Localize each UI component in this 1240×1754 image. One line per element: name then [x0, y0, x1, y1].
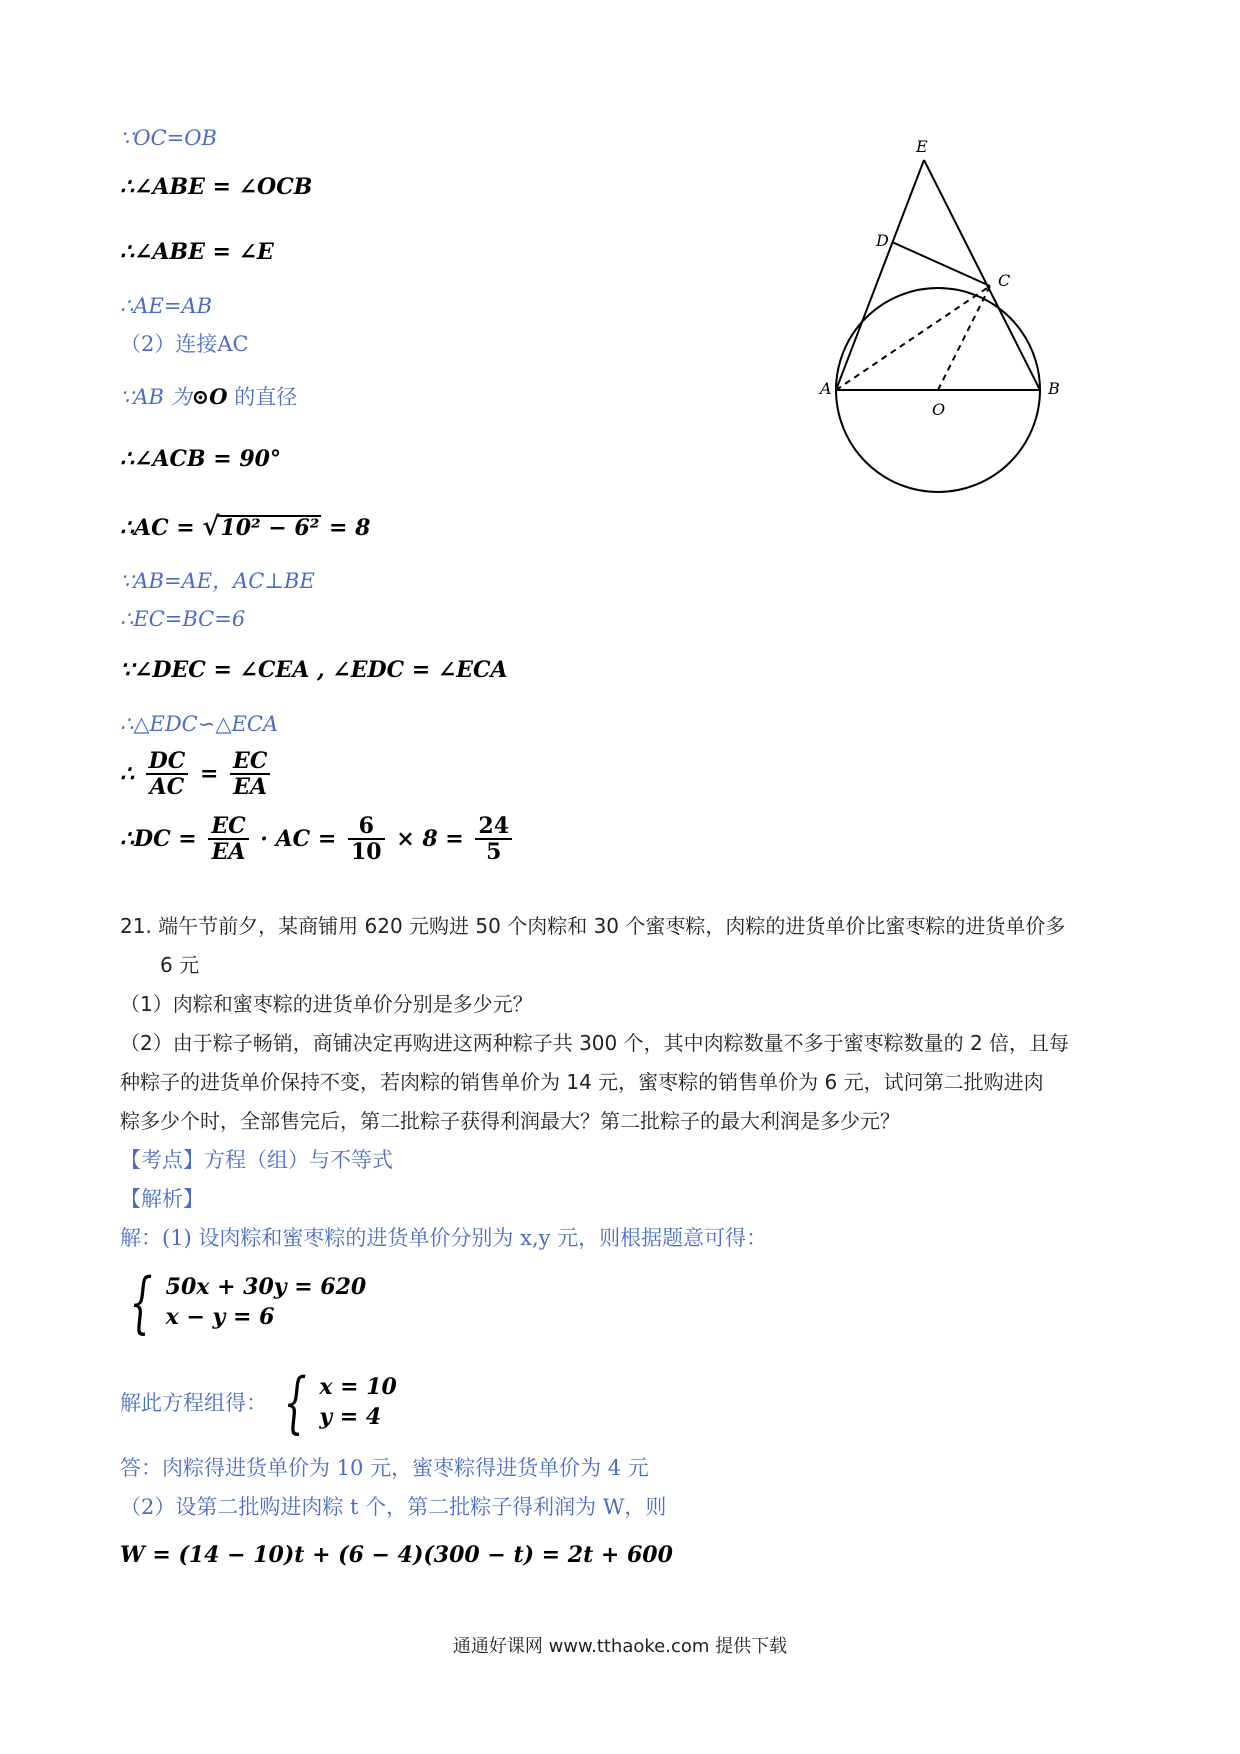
- solution-line: [120, 1228, 767, 1249]
- system-lines: [319, 1373, 396, 1432]
- sqrt-sign: √: [202, 512, 220, 542]
- label-b: B: [1048, 379, 1060, 398]
- question-stem: [160, 955, 199, 975]
- text: 种粽子的进货单价保持不变，若肉粽的销售单价为 14 元，蜜枣粽的销售单价为 6 元，试问第二批购进肉: [120, 1070, 1044, 1094]
- text: ∵AB 为: [120, 385, 192, 409]
- segment-ae: [836, 160, 924, 390]
- text: （2）设第二批购进肉粽 t 个，第二批粽子得利润为 W，则: [120, 1495, 667, 1519]
- system-lines: [166, 1273, 367, 1332]
- denominator: EA: [211, 839, 246, 865]
- numerator: EC: [230, 750, 270, 775]
- text: =: [199, 761, 219, 787]
- text: ∴AC =: [120, 515, 203, 541]
- equation: y = 4: [319, 1404, 382, 1430]
- segment-ac-dashed: [836, 286, 990, 390]
- text: ∴∠ACB = 90°: [120, 446, 281, 472]
- text: （2）由于粽子畅销，商铺决定再购进这两种粽子共 300 个，其中肉粽数量不多于蜜枣粽数量的 2 倍，且每: [120, 1031, 1070, 1055]
- equation: x = 10: [319, 1374, 397, 1401]
- math-line: [120, 176, 312, 198]
- solution-system-line: [120, 1364, 397, 1441]
- text: ∴DC =: [120, 826, 205, 852]
- label-d: D: [876, 231, 889, 250]
- label-c: C: [998, 271, 1011, 290]
- fraction: [208, 815, 248, 863]
- segment-eb: [924, 160, 1040, 390]
- label-e: E: [916, 137, 928, 156]
- segment-oc-dashed: [938, 286, 990, 390]
- radicand: 10² − 6²: [220, 515, 320, 541]
- segment-dc: [892, 242, 990, 286]
- math-line: [120, 514, 370, 540]
- fraction: [146, 750, 189, 798]
- fraction: [348, 815, 385, 863]
- text: × 8 =: [396, 826, 472, 852]
- text: ∴△EDC∽△ECA: [120, 712, 279, 736]
- solution-system: [274, 1364, 397, 1441]
- text: 解此方程组得：: [120, 1391, 267, 1415]
- brace: {: [283, 1364, 307, 1441]
- text: ∵OC=OB: [120, 126, 217, 150]
- brace: {: [129, 1264, 153, 1341]
- text: ∴∠ABE = ∠OCB: [120, 174, 313, 200]
- solution-line: [120, 1497, 666, 1518]
- text: 解：(1) 设肉粽和蜜枣粽的进货单价分别为 x,y 元，则根据题意可得：: [120, 1226, 768, 1250]
- math-line: [120, 815, 516, 863]
- solution-line: [120, 571, 315, 592]
- label-a: A: [820, 379, 832, 398]
- text: = 8: [321, 515, 371, 541]
- denominator: EA: [233, 774, 268, 800]
- text: 粽多少个时，全部售完后，第二批粽子获得利润最大？第二批粽子的最大利润是多少元？: [120, 1109, 900, 1133]
- question-stem: [120, 916, 1065, 936]
- kaodian-label: [120, 1150, 393, 1171]
- footer: 通通好课网 www.tthaoke.com 提供下载: [452, 1636, 788, 1657]
- answer-line: [120, 1458, 649, 1479]
- text: 6 元: [160, 953, 200, 977]
- denominator: 10: [350, 839, 382, 865]
- text: 【解析】: [120, 1187, 204, 1211]
- question-part: [120, 1072, 1044, 1092]
- text: W = (14 − 10)t + (6 − 4)(300 − t) = 2t + 600: [120, 1542, 673, 1568]
- text: ∵AB=AE，AC⊥BE: [120, 569, 315, 593]
- math-line: [120, 1544, 673, 1566]
- text: ∴∠ABE = ∠E: [120, 239, 274, 265]
- denominator: AC: [149, 774, 185, 800]
- question-part: [120, 1111, 900, 1131]
- numerator: EC: [208, 815, 248, 840]
- text: 答：肉粽得进货单价为 10 元，蜜枣粽得进货单价为 4 元: [120, 1456, 649, 1480]
- equation: x − y = 6: [165, 1304, 275, 1330]
- jiexi-label: [120, 1189, 204, 1210]
- math-line: [120, 241, 274, 263]
- solution-line: [120, 609, 245, 630]
- denominator: 5: [486, 839, 502, 865]
- math-line: [120, 659, 508, 681]
- fraction: [475, 815, 512, 863]
- text: （1）肉粽和蜜枣粽的进货单价分别是多少元？: [120, 992, 533, 1016]
- numerator: DC: [146, 750, 189, 775]
- question-part: [120, 994, 533, 1014]
- text: （2）连接AC: [120, 332, 249, 356]
- equation: 50x + 30y = 620: [165, 1274, 367, 1301]
- solution-line: [120, 334, 249, 355]
- equation-system: [120, 1264, 367, 1341]
- numerator: 6: [348, 815, 385, 840]
- text: 【考点】方程（组）与不等式: [120, 1148, 393, 1172]
- text: ∴EC=BC=6: [120, 607, 246, 631]
- solution-line: [120, 296, 212, 317]
- numerator: 24: [475, 815, 512, 840]
- text: ∴AE=AB: [120, 294, 213, 318]
- text: · AC =: [260, 826, 344, 852]
- circle-symbol: ⊙O: [191, 384, 228, 409]
- text: 的直径: [227, 385, 298, 409]
- label-o: O: [932, 400, 946, 419]
- text: 21. 端午节前夕，某商铺用 620 元购进 50 个肉粽和 30 个蜜枣粽，肉粽的进货单价比蜜枣粽的进货单价多: [120, 914, 1066, 938]
- solution-line: [120, 386, 297, 408]
- solution-line: [120, 128, 217, 149]
- text: ∴: [120, 761, 134, 787]
- text: ∵∠DEC = ∠CEA , ∠EDC = ∠ECA: [120, 657, 508, 683]
- math-line: [120, 750, 274, 798]
- question-part: [120, 1033, 1069, 1053]
- fraction: [230, 750, 270, 798]
- math-line: [120, 448, 281, 470]
- geometry-figure: [800, 130, 1100, 510]
- solution-line: [120, 714, 278, 735]
